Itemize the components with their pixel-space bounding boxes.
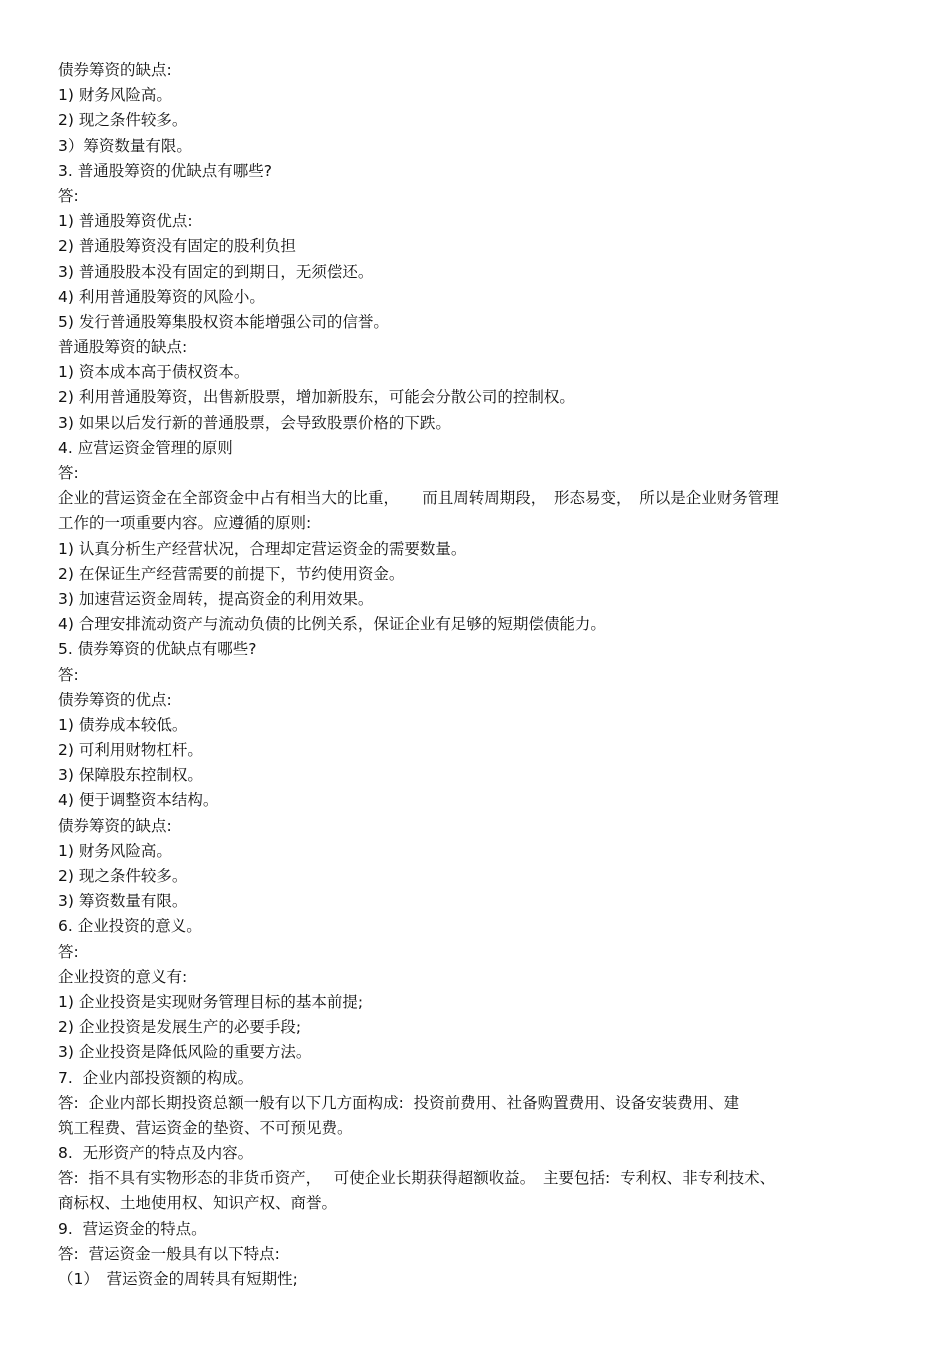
text-line: 1) 企业投资是实现财务管理目标的基本前提; bbox=[58, 992, 364, 1011]
text-line: 3）筹资数量有限。 bbox=[58, 136, 192, 155]
text-line: 债券筹资的缺点: bbox=[58, 816, 172, 835]
question-heading: 3. 普通股筹资的优缺点有哪些? bbox=[58, 161, 272, 180]
text-line: 3) 筹资数量有限。 bbox=[58, 892, 188, 911]
text-line: （1） 营运资金的周转具有短期性; bbox=[58, 1270, 298, 1288]
text-line: 2) 现之条件较多。 bbox=[58, 867, 188, 885]
paragraph-line: 答: 营运资金一般具有以下特点: bbox=[58, 1244, 280, 1263]
text-line: 2) 可利用财物杠杆。 bbox=[58, 741, 203, 760]
paragraph-line: 商标权、土地使用权、知识产权、商誉。 bbox=[58, 1194, 338, 1213]
text-line: 3) 加速营运资金周转，提高资金的利用效果。 bbox=[58, 589, 374, 608]
text-line: 企业投资的意义有: bbox=[58, 967, 188, 986]
answer-label: 答: bbox=[58, 665, 79, 684]
text-line: 2) 利用普通股筹资，出售新股票，增加新股东，可能会分散公司的控制权。 bbox=[58, 388, 575, 407]
text-line: 1) 认真分析生产经营状况，合理却定营运资金的需要数量。 bbox=[58, 539, 467, 558]
text-line: 1) 普通股筹资优点: bbox=[58, 212, 193, 231]
paragraph-line: 答: 企业内部长期投资总额一般有以下几方面构成: 投资前费用、社备购置费用、设备安装费用、建 bbox=[58, 1093, 740, 1112]
question-heading: 4. 应营运资金管理的原则 bbox=[58, 438, 233, 457]
text-line: 3) 企业投资是降低风险的重要方法。 bbox=[58, 1043, 312, 1062]
answer-label: 答: bbox=[58, 942, 79, 961]
text-line: 1) 资本成本高于债权资本。 bbox=[58, 363, 250, 382]
text-line: 2) 在保证生产经营需要的前提下，节约使用资金。 bbox=[58, 564, 405, 583]
text-line: 3) 保障股东控制权。 bbox=[58, 766, 203, 785]
text-line: 5) 发行普通股筹集股权资本能增强公司的信誉。 bbox=[58, 312, 389, 331]
question-heading: 8. 无形资产的特点及内容。 bbox=[58, 1144, 254, 1163]
answer-label: 答: bbox=[58, 464, 79, 482]
text-line: 2) 普通股筹资没有固定的股利负担 bbox=[58, 237, 296, 256]
text-line: 4) 便于调整资本结构。 bbox=[58, 791, 219, 810]
document-page bbox=[58, 58, 898, 1292]
text-line: 2) 企业投资是发展生产的必要手段; bbox=[58, 1018, 302, 1037]
text-line: 2) 现之条件较多。 bbox=[58, 111, 188, 130]
question-heading: 5. 债券筹资的优缺点有哪些? bbox=[58, 640, 257, 659]
text-line: 1) 财务风险高。 bbox=[58, 86, 172, 105]
paragraph-line: 筑工程费、营运资金的垫资、不可预见费。 bbox=[58, 1118, 353, 1137]
text-line: 1) 财务风险高。 bbox=[58, 841, 172, 860]
paragraph-line: 工作的一项重要内容。应遵循的原则: bbox=[58, 514, 312, 533]
text-line: 4) 合理安排流动资产与流动负债的比例关系，保证企业有足够的短期偿债能力。 bbox=[58, 615, 606, 634]
text-line: 3) 普通股股本没有固定的到期日，无须偿还。 bbox=[58, 262, 374, 281]
paragraph-line: 答: 指不具有实物形态的非货币资产， 可使企业长期获得超额收益。 主要包括: 专利权、非专利技术、 bbox=[58, 1169, 776, 1188]
question-heading: 9. 营运资金的特点。 bbox=[58, 1219, 207, 1238]
answer-label: 答: bbox=[58, 186, 79, 205]
paragraph-line: 企业的营运资金在全部资金中占有相当大的比重， 而且周转周期段， 形态易变， 所以是企业财务管理 bbox=[58, 489, 779, 508]
text-line: 普通股筹资的缺点: bbox=[58, 338, 188, 357]
question-heading: 6. 企业投资的意义。 bbox=[58, 917, 202, 936]
text-line: 3) 如果以后发行新的普通股票，会导致股票价格的下跌。 bbox=[58, 413, 451, 432]
text-line: 1) 债券成本较低。 bbox=[58, 715, 188, 734]
text-line: 债券筹资的缺点: bbox=[58, 61, 172, 79]
text-line: 债券筹资的优点: bbox=[58, 690, 172, 709]
question-heading: 7. 企业内部投资额的构成。 bbox=[58, 1068, 254, 1087]
text-line: 4) 利用普通股筹资的风险小。 bbox=[58, 287, 265, 306]
